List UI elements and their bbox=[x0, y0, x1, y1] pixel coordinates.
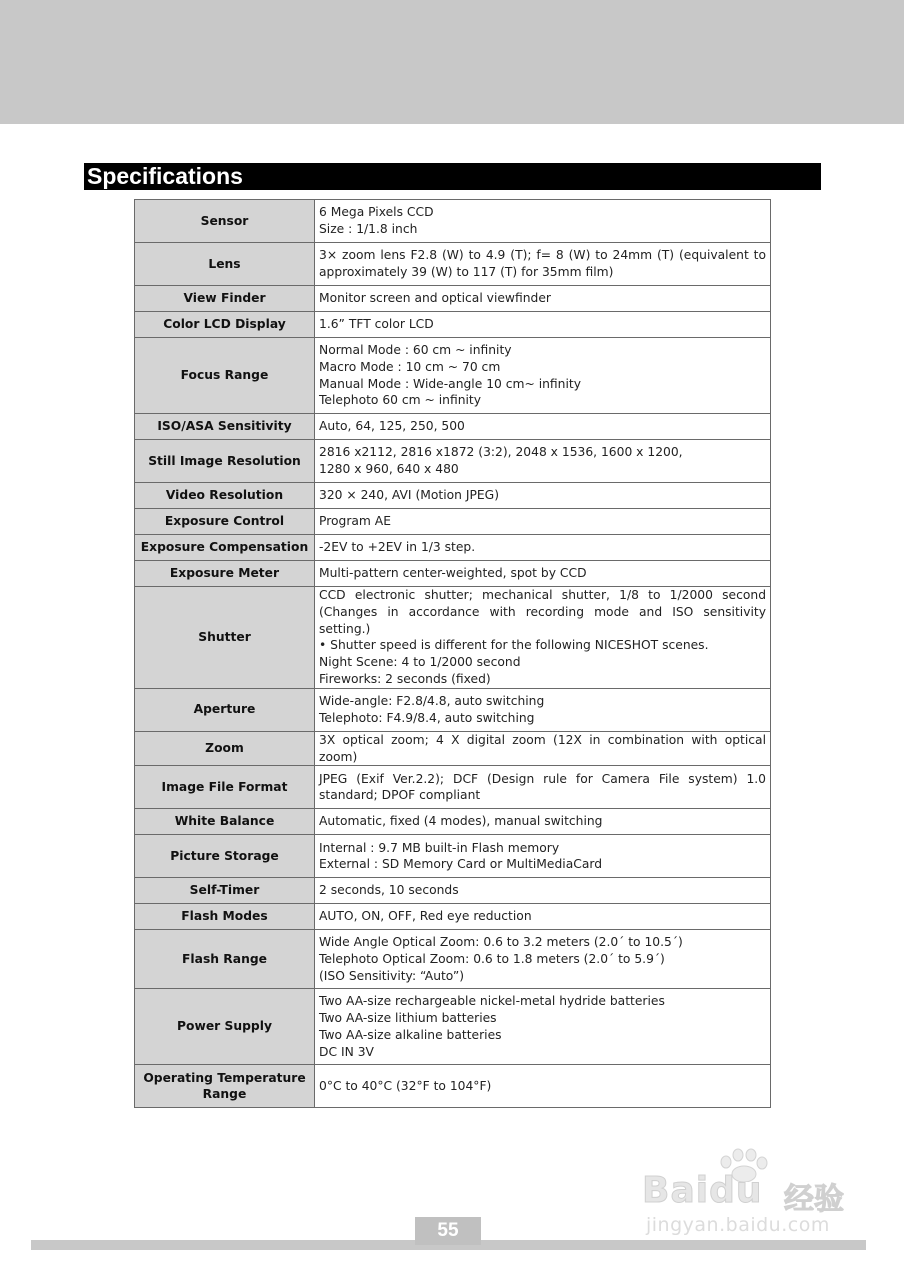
baidu-watermark-logo bbox=[642, 1148, 852, 1217]
page-number: 55 bbox=[415, 1217, 481, 1245]
spec-value: 6 Mega Pixels CCD Size : 1/1.8 inch bbox=[315, 200, 771, 243]
table-row bbox=[135, 1065, 771, 1108]
table-row bbox=[135, 312, 771, 338]
table-row bbox=[135, 286, 771, 312]
spec-label: Power Supply bbox=[135, 989, 315, 1065]
table-row bbox=[135, 338, 771, 414]
spec-value: 1.6” TFT color LCD bbox=[315, 312, 771, 338]
spec-value: Wide-angle: F2.8/4.8, auto switching Telephoto: F4.9/8.4, auto switching bbox=[315, 688, 771, 731]
spec-value: Normal Mode : 60 cm ~ infinity Macro Mode : 10 cm ~ 70 cm Manual Mode : Wide-angle 10 cm~ infinity Telephoto 60 cm ~ infinity bbox=[315, 338, 771, 414]
table-row bbox=[135, 930, 771, 989]
spec-label: Picture Storage bbox=[135, 835, 315, 878]
spec-label: ISO/ASA Sensitivity bbox=[135, 414, 315, 440]
spec-value: CCD electronic shutter; mechanical shutter, 1/8 to 1/2000 second (Changes in accordance with recording mode and ISO sensitivity setting.) • Shutter speed is different for the following NICESHOT scenes. Night Scene: 4 to 1/2000 second Fireworks: 2 seconds (fixed) bbox=[315, 587, 771, 689]
spec-label: Still Image Resolution bbox=[135, 440, 315, 483]
spec-label: Lens bbox=[135, 243, 315, 286]
watermark-brand: Baidu bbox=[642, 1170, 763, 1211]
header-band bbox=[0, 0, 904, 124]
table-row bbox=[135, 561, 771, 587]
table-row bbox=[135, 688, 771, 731]
table-row bbox=[135, 587, 771, 689]
spec-value: JPEG (Exif Ver.2.2); DCF (Design rule for Camera File system) 1.0 standard; DPOF compliant bbox=[315, 766, 771, 809]
table-row bbox=[135, 835, 771, 878]
table-row bbox=[135, 766, 771, 809]
spec-label: Exposure Meter bbox=[135, 561, 315, 587]
spec-label: Zoom bbox=[135, 731, 315, 766]
table-row bbox=[135, 483, 771, 509]
spec-value: 320 × 240, AVI (Motion JPEG) bbox=[315, 483, 771, 509]
spec-label: Flash Modes bbox=[135, 904, 315, 930]
spec-label: Video Resolution bbox=[135, 483, 315, 509]
spec-value: Internal : 9.7 MB built-in Flash memory External : SD Memory Card or MultiMediaCard bbox=[315, 835, 771, 878]
spec-value: Automatic, fixed (4 modes), manual switching bbox=[315, 809, 771, 835]
table-row bbox=[135, 878, 771, 904]
spec-label: Exposure Control bbox=[135, 509, 315, 535]
spec-label: Flash Range bbox=[135, 930, 315, 989]
watermark-brand-cn: 经验 bbox=[784, 1182, 844, 1217]
spec-value: Two AA-size rechargeable nickel-metal hydride batteries Two AA-size lithium batteries Two AA-size alkaline batteries DC IN 3V bbox=[315, 989, 771, 1065]
spec-value: AUTO, ON, OFF, Red eye reduction bbox=[315, 904, 771, 930]
table-row bbox=[135, 731, 771, 766]
table-row bbox=[135, 414, 771, 440]
spec-value: Program AE bbox=[315, 509, 771, 535]
table-row bbox=[135, 535, 771, 561]
spec-value: Multi-pattern center-weighted, spot by CCD bbox=[315, 561, 771, 587]
spec-label: Focus Range bbox=[135, 338, 315, 414]
specifications-table bbox=[134, 199, 771, 1108]
spec-value: Monitor screen and optical viewfinder bbox=[315, 286, 771, 312]
spec-label: Exposure Compensation bbox=[135, 535, 315, 561]
table-row bbox=[135, 904, 771, 930]
spec-value: 0°C to 40°C (32°F to 104°F) bbox=[315, 1065, 771, 1108]
table-row bbox=[135, 989, 771, 1065]
spec-value: Auto, 64, 125, 250, 500 bbox=[315, 414, 771, 440]
spec-value: 2 seconds, 10 seconds bbox=[315, 878, 771, 904]
table-row bbox=[135, 440, 771, 483]
spec-label: Aperture bbox=[135, 688, 315, 731]
spec-value: 3X optical zoom; 4 X digital zoom (12X in combination with optical zoom) bbox=[315, 731, 771, 766]
spec-label: Color LCD Display bbox=[135, 312, 315, 338]
spec-label: View Finder bbox=[135, 286, 315, 312]
table-row bbox=[135, 509, 771, 535]
spec-label: Shutter bbox=[135, 587, 315, 689]
spec-value: Wide Angle Optical Zoom: 0.6 to 3.2 meters (2.0´ to 10.5´) Telephoto Optical Zoom: 0.6 to 1.8 meters (2.0´ to 5.9´) (ISO Sensitivity: “Auto”) bbox=[315, 930, 771, 989]
page-title: Specifications bbox=[84, 163, 821, 190]
spec-label: Sensor bbox=[135, 200, 315, 243]
spec-value: 2816 x2112, 2816 x1872 (3:2), 2048 x 1536, 1600 x 1200, 1280 x 960, 640 x 480 bbox=[315, 440, 771, 483]
spec-label: Image File Format bbox=[135, 766, 315, 809]
table-row bbox=[135, 243, 771, 286]
spec-label: Self-Timer bbox=[135, 878, 315, 904]
spec-label: White Balance bbox=[135, 809, 315, 835]
table-row bbox=[135, 809, 771, 835]
spec-label: Operating Temperature Range bbox=[135, 1065, 315, 1108]
spec-value: -2EV to +2EV in 1/3 step. bbox=[315, 535, 771, 561]
table-row bbox=[135, 200, 771, 243]
spec-value: 3× zoom lens F2.8 (W) to 4.9 (T); f= 8 (W) to 24mm (T) (equivalent to approximately 39 (W) to 117 (T) for 35mm film) bbox=[315, 243, 771, 286]
watermark-url: jingyan.baidu.com bbox=[646, 1214, 830, 1236]
